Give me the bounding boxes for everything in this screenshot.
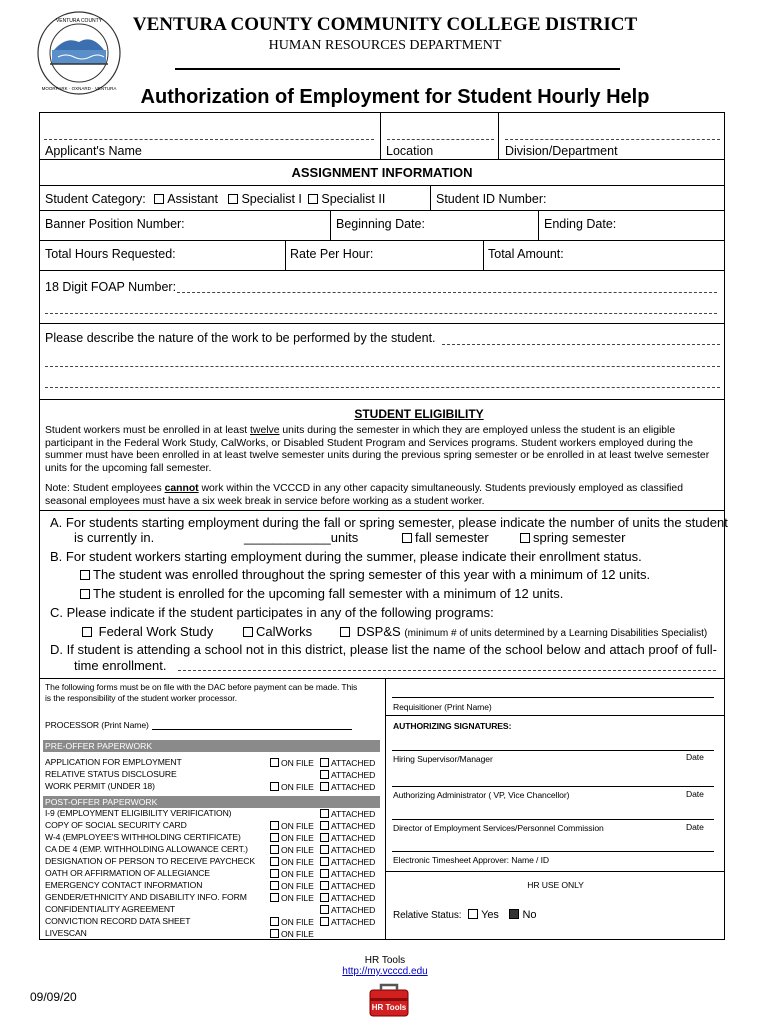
question-d-line2: time enrollment. [74, 658, 167, 673]
attached-label: ATTACHED [331, 833, 376, 843]
attached-label: ATTACHED [331, 758, 376, 768]
paperwork-item-label: LIVESCAN [45, 928, 87, 938]
attached-checkbox[interactable] [320, 857, 329, 866]
toolbox-icon [366, 980, 412, 1018]
relative-yes-checkbox[interactable] [468, 909, 478, 919]
specialist2-checkbox[interactable] [308, 194, 318, 204]
toolbox-label: HR Tools [371, 1003, 407, 1012]
rate-per-hour-label[interactable]: Rate Per Hour: [290, 247, 374, 261]
fall-semester-checkbox[interactable] [402, 533, 412, 543]
on-file-label: ON FILE [281, 917, 314, 927]
beginning-date-label[interactable]: Beginning Date: [336, 217, 425, 231]
processor-intro-1: The following forms must be on file with the DAC before payment can be made. This [45, 682, 358, 692]
attached-checkbox[interactable] [320, 758, 329, 767]
attached-option[interactable] [320, 782, 375, 792]
on-file-label: ON FILE [281, 833, 314, 843]
total-hours-label[interactable]: Total Hours Requested: [45, 247, 176, 261]
on-file-label: ON FILE [281, 869, 314, 879]
attached-option[interactable] [320, 893, 375, 903]
admin-signature-line[interactable] [392, 786, 714, 787]
eligibility-paragraph-1: Student workers must be enrolled in at least twelve units during the semester in which they are employed unless the student is an eligible participant in the Federal Work Study, CalWorks, or Disabled Student Program and Services programs. Student workers employed during the summer must have been enrolled in at least twelve semester units during the previous spring semester or be enrolled in at least twelve semester units for the upcoming fall semester. [45, 425, 710, 474]
on-file-checkbox[interactable] [270, 881, 279, 890]
on-file-label: ON FILE [281, 845, 314, 855]
question-b: B. For student workers starting employment during the summer, please indicate their enrollment status. [50, 549, 642, 564]
district-title: VENTURA COUNTY COMMUNITY COLLEGE DISTRICT [132, 14, 638, 35]
authorizing-admin-label: Authorizing Administrator ( VP, Vice Chancellor) [393, 790, 570, 800]
fall-semester-option[interactable]: fall semester [402, 530, 489, 545]
pre-offer-heading: PRE-OFFER PAPERWORK [43, 740, 380, 752]
attached-checkbox[interactable] [320, 770, 329, 779]
on-file-label: ON FILE [281, 821, 314, 831]
attached-checkbox[interactable] [320, 845, 329, 854]
hr-tools-link[interactable]: http://my.vcccd.edu [342, 966, 428, 977]
on-file-label: ON FILE [281, 893, 314, 903]
on-file-option[interactable] [270, 917, 314, 927]
on-file-label: ON FILE [281, 929, 314, 939]
work-description-line-2[interactable] [45, 366, 720, 367]
paperwork-item-label: OATH OR AFFIRMATION OF ALLEGIANCE [45, 868, 210, 878]
on-file-option[interactable] [270, 833, 314, 843]
calworks-option[interactable]: CalWorks [243, 624, 312, 639]
spring-semester-option[interactable]: spring semester [520, 530, 625, 545]
svg-text:VENTURA COUNTY: VENTURA COUNTY [55, 18, 103, 24]
specialist2-label: Specialist II [321, 192, 386, 206]
requisitioner-label: Requisitioner (Print Name) [393, 702, 492, 712]
foap-label: 18 Digit FOAP Number: [45, 280, 177, 294]
relative-yes-label: Yes [481, 909, 499, 921]
attached-label: ATTACHED [331, 821, 376, 831]
on-file-checkbox[interactable] [270, 917, 279, 926]
hiring-signature-line[interactable] [392, 750, 714, 751]
paperwork-item-label: EMERGENCY CONTACT INFORMATION [45, 880, 203, 890]
paperwork-item-label: DESIGNATION OF PERSON TO RECEIVE PAYCHECK [45, 856, 255, 866]
units-field[interactable]: ____________units [244, 530, 359, 545]
revision-date: 09/09/20 [30, 990, 77, 1004]
timesheet-approver-line[interactable] [392, 851, 714, 852]
attached-label: ATTACHED [331, 893, 376, 903]
on-file-label: ON FILE [281, 782, 314, 792]
question-a: A. For students starting employment during the fall or spring semester, please indicate the number of units the student [50, 515, 728, 530]
assistant-checkbox[interactable] [154, 194, 164, 204]
on-file-checkbox[interactable] [270, 821, 279, 830]
attached-option[interactable] [320, 845, 375, 855]
dsps-note: (minimum # of units determined by a Learning Disabilities Specialist) [404, 628, 708, 639]
paperwork-item-label: GENDER/ETHNICITY AND DISABILITY INFO. FORM [45, 892, 247, 902]
fall-enrolled-checkbox[interactable] [80, 589, 90, 599]
paperwork-item-label: COPY OF SOCIAL SECURITY CARD [45, 820, 187, 830]
on-file-option[interactable] [270, 857, 314, 867]
attached-checkbox[interactable] [320, 905, 329, 914]
paperwork-item-label: CONFIDENTIALITY AGREEMENT [45, 904, 176, 914]
hiring-supervisor-label: Hiring Supervisor/Manager [393, 754, 493, 764]
on-file-checkbox[interactable] [270, 893, 279, 902]
on-file-option[interactable] [270, 782, 314, 792]
attached-option[interactable] [320, 881, 375, 891]
attached-checkbox[interactable] [320, 869, 329, 878]
paperwork-item-label: WORK PERMIT (UNDER 18) [45, 781, 155, 791]
director-date-label: Date [686, 822, 704, 832]
spring-semester-checkbox[interactable] [520, 533, 530, 543]
location-label: Location [386, 144, 434, 158]
requisitioner-field[interactable] [392, 697, 714, 698]
paperwork-item-label: CA DE 4 (EMP. WITHHOLDING ALLOWANCE CERT.) [45, 844, 248, 854]
on-file-label: ON FILE [281, 758, 314, 768]
hr-tools-label: HR Tools [364, 955, 406, 966]
attached-option[interactable] [320, 833, 375, 843]
form-title: Authorization of Employment for Student Hourly Help [140, 86, 650, 108]
attached-option[interactable] [320, 809, 375, 819]
summer-spring-option[interactable]: The student was enrolled throughout the spring semester of this year with a minimum of 12 units. [80, 567, 650, 582]
attached-label: ATTACHED [331, 809, 376, 819]
assignment-heading: ASSIGNMENT INFORMATION [291, 165, 473, 180]
processor-name-field[interactable] [152, 729, 352, 730]
dsps-option[interactable]: DSP&S (minimum # of units determined by a Learning Disabilities Specialist) [340, 624, 707, 639]
attached-checkbox[interactable] [320, 821, 329, 830]
header-rule [175, 68, 620, 70]
attached-checkbox[interactable] [320, 809, 329, 818]
specialist1-label: Specialist I [241, 192, 302, 206]
work-description-field[interactable] [442, 344, 720, 345]
processor-intro-2: is the responsibility of the student worker processor. [45, 693, 237, 703]
hr-use-only-label: HR USE ONLY [527, 880, 584, 890]
applicant-name-field[interactable] [44, 139, 374, 140]
work-description-label: Please describe the nature of the work to be performed by the student. [45, 331, 436, 345]
post-offer-heading: POST-OFFER PAPERWORK [43, 796, 380, 808]
on-file-checkbox[interactable] [270, 869, 279, 878]
school-name-field[interactable] [178, 670, 716, 671]
on-file-label: ON FILE [281, 857, 314, 867]
summer-fall-option[interactable]: The student is enrolled for the upcoming fall semester with a minimum of 12 units. [80, 586, 563, 601]
division-field[interactable] [505, 139, 720, 140]
assistant-label: Assistant [167, 192, 218, 206]
relative-status-label: Relative Status: [393, 910, 462, 921]
student-category-label: Student Category: [45, 192, 146, 206]
attached-option[interactable] [320, 905, 375, 915]
on-file-label: ON FILE [281, 881, 314, 891]
spring-enrolled-checkbox[interactable] [80, 570, 90, 580]
on-file-checkbox[interactable] [270, 758, 279, 767]
attached-checkbox[interactable] [320, 881, 329, 890]
authorizing-signatures-heading: AUTHORIZING SIGNATURES: [393, 721, 512, 731]
on-file-checkbox[interactable] [270, 929, 279, 938]
attached-option[interactable] [320, 857, 375, 867]
question-a-line2: is currently in. [74, 530, 155, 545]
department-subtitle: HUMAN RESOURCES DEPARTMENT [268, 38, 502, 53]
paperwork-item-label: W-4 (EMPLOYEE'S WITHHOLDING CERTIFICATE) [45, 832, 241, 842]
attached-checkbox[interactable] [320, 782, 329, 791]
attached-option[interactable] [320, 917, 375, 927]
eligibility-heading: STUDENT ELIGIBILITY [354, 407, 484, 421]
on-file-checkbox[interactable] [270, 833, 279, 842]
on-file-option[interactable] [270, 758, 314, 768]
on-file-option[interactable] [270, 929, 314, 939]
attached-option[interactable] [320, 869, 375, 879]
attached-label: ATTACHED [331, 857, 376, 867]
on-file-checkbox[interactable] [270, 782, 279, 791]
timesheet-approver-label: Electronic Timesheet Approver: Name / ID [393, 855, 550, 865]
banner-position-label[interactable]: Banner Position Number: [45, 217, 185, 231]
question-d: D. If student is attending a school not in this district, please list the name of the school below and attach proof of full- [50, 642, 717, 657]
attached-option[interactable] [320, 821, 375, 831]
attached-label: ATTACHED [331, 917, 376, 927]
relative-status-row [393, 909, 536, 921]
question-c: C. Please indicate if the student participates in any of the following programs: [50, 605, 494, 620]
on-file-checkbox[interactable] [270, 857, 279, 866]
on-file-option[interactable] [270, 893, 314, 903]
attached-option[interactable] [320, 770, 375, 780]
paperwork-item-label: RELATIVE STATUS DISCLOSURE [45, 769, 177, 779]
header [0, 0, 770, 91]
hiring-date-label: Date [686, 752, 704, 762]
total-amount-label[interactable]: Total Amount: [488, 247, 564, 261]
on-file-option[interactable] [270, 881, 314, 891]
fws-checkbox[interactable] [82, 627, 92, 637]
director-signature-line[interactable] [392, 819, 714, 820]
applicant-name-label: Applicant's Name [45, 144, 142, 158]
student-category-row [45, 192, 385, 206]
dsps-checkbox[interactable] [340, 627, 350, 637]
fws-option[interactable]: Federal Work Study [82, 624, 213, 639]
division-label: Division/Department [505, 144, 618, 158]
attached-label: ATTACHED [331, 770, 376, 780]
admin-date-label: Date [686, 789, 704, 799]
relative-no-label: No [522, 909, 537, 921]
processor-label: PROCESSOR (Print Name) [45, 720, 149, 730]
paperwork-item-label: APPLICATION FOR EMPLOYMENT [45, 757, 182, 767]
foap-line-2[interactable] [45, 313, 717, 314]
calworks-checkbox[interactable] [243, 627, 253, 637]
attached-label: ATTACHED [331, 845, 376, 855]
attached-label: ATTACHED [331, 782, 376, 792]
work-description-line-3[interactable] [45, 387, 720, 388]
student-id-label[interactable]: Student ID Number: [436, 192, 547, 206]
paperwork-item-label: I-9 (EMPLOYMENT ELIGIBILITY VERIFICATION) [45, 808, 232, 818]
location-field[interactable] [387, 139, 494, 140]
attached-checkbox[interactable] [320, 917, 329, 926]
on-file-option[interactable] [270, 869, 314, 879]
director-label: Director of Employment Services/Personnel Commission [393, 823, 604, 833]
on-file-option[interactable] [270, 845, 314, 855]
svg-text:MOORPARK · OXNARD · VENTURA: MOORPARK · OXNARD · VENTURA [41, 86, 117, 91]
attached-label: ATTACHED [331, 869, 376, 879]
attached-label: ATTACHED [331, 881, 376, 891]
eligibility-note: Note: Student employees cannot work within the VCCCD in any other capacity simultaneously. Students previously employed as classified seasonal employees must have a six week break in service before working as a student worker. [45, 483, 683, 507]
attached-checkbox[interactable] [320, 893, 329, 902]
on-file-checkbox[interactable] [270, 845, 279, 854]
specialist1-checkbox[interactable] [228, 194, 238, 204]
on-file-option[interactable] [270, 821, 314, 831]
ending-date-label[interactable]: Ending Date: [544, 217, 617, 231]
paperwork-item-label: CONVICTION RECORD DATA SHEET [45, 916, 191, 926]
foap-field[interactable] [177, 292, 717, 293]
relative-no-checkbox[interactable] [509, 909, 519, 919]
attached-checkbox[interactable] [320, 833, 329, 842]
attached-option[interactable] [320, 758, 375, 768]
attached-label: ATTACHED [331, 905, 376, 915]
